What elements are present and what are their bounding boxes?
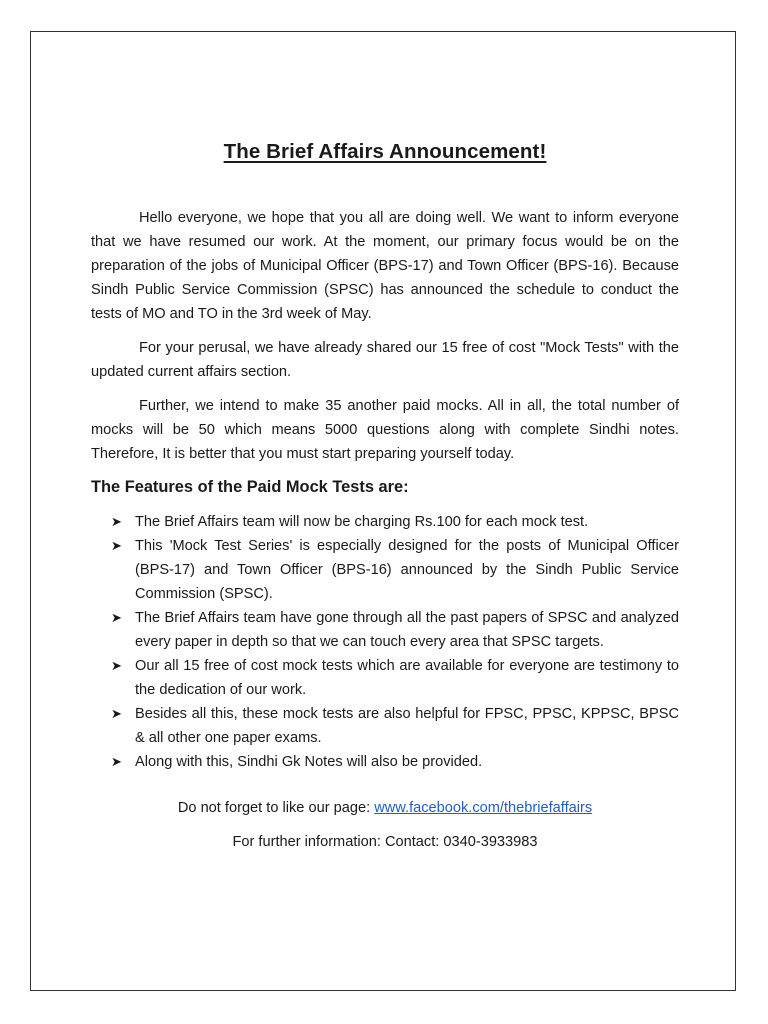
list-item	[91, 534, 679, 606]
arrow-bullet-icon: ➤	[111, 610, 122, 625]
facebook-page-link[interactable]: www.facebook.com/thebriefaffairs	[374, 800, 593, 816]
feature-text: Besides all this, these mock tests are also helpful for FPSC, PPSC, KPPSC, BPSC & all other one paper exams.	[135, 706, 679, 746]
list-item	[91, 750, 679, 774]
like-page-line	[91, 796, 679, 820]
like-page-label: Do not forget to like our page:	[177, 800, 371, 816]
paragraph-paid-mocks: Further, we intend to make 35 another paid mocks. All in all, the total number of mocks will be 50 which means 5000 questions along with complete Sindhi notes. Therefore, It is better that you must start preparing yourself today.	[91, 398, 679, 462]
paragraph-intro: Hello everyone, we hope that you all are doing well. We want to inform everyone that we have resumed our work. At the moment, our primary focus would be on the preparation of the jobs of Municipal Officer (BPS-17) and Town Officer (BPS-16). Because Sindh Public Service Commission (SPSC) has announced the schedule to conduct the tests of MO and TO in the 3rd week of May.	[91, 210, 679, 322]
arrow-bullet-icon: ➤	[111, 514, 122, 529]
arrow-bullet-icon: ➤	[111, 706, 122, 721]
list-item	[91, 654, 679, 702]
contact-phone: 0340-3933983	[443, 834, 538, 850]
document-body	[91, 140, 679, 854]
feature-text: Along with this, Sindhi Gk Notes will also be provided.	[135, 754, 483, 770]
contact-line	[91, 830, 679, 854]
features-heading: The Features of the Paid Mock Tests are:	[91, 478, 409, 496]
arrow-bullet-icon: ➤	[111, 754, 122, 769]
feature-text: This 'Mock Test Series' is especially designed for the posts of Municipal Officer (BPS-17) and Town Officer (BPS-16) announced by the Sindh Public Service Commission (SPSC).	[135, 538, 679, 602]
features-list	[91, 510, 679, 774]
feature-text: The Brief Affairs team have gone through all the past papers of SPSC and analyzed every paper in depth so that we can touch every area that SPSC targets.	[135, 610, 679, 650]
document-title: The Brief Affairs Announcement!	[223, 140, 547, 163]
list-item	[91, 702, 679, 750]
feature-text: The Brief Affairs team will now be charging Rs.100 for each mock test.	[135, 514, 589, 530]
feature-text: Our all 15 free of cost mock tests which are available for everyone are testimony to the dedication of our work.	[135, 658, 679, 698]
arrow-bullet-icon: ➤	[111, 658, 122, 673]
list-item	[91, 606, 679, 654]
arrow-bullet-icon: ➤	[111, 538, 122, 553]
contact-label: For further information: Contact:	[232, 834, 440, 850]
list-item	[91, 510, 679, 534]
paragraph-perusal: For your perusal, we have already shared our 15 free of cost "Mock Tests" with the updated current affairs section.	[91, 340, 679, 380]
